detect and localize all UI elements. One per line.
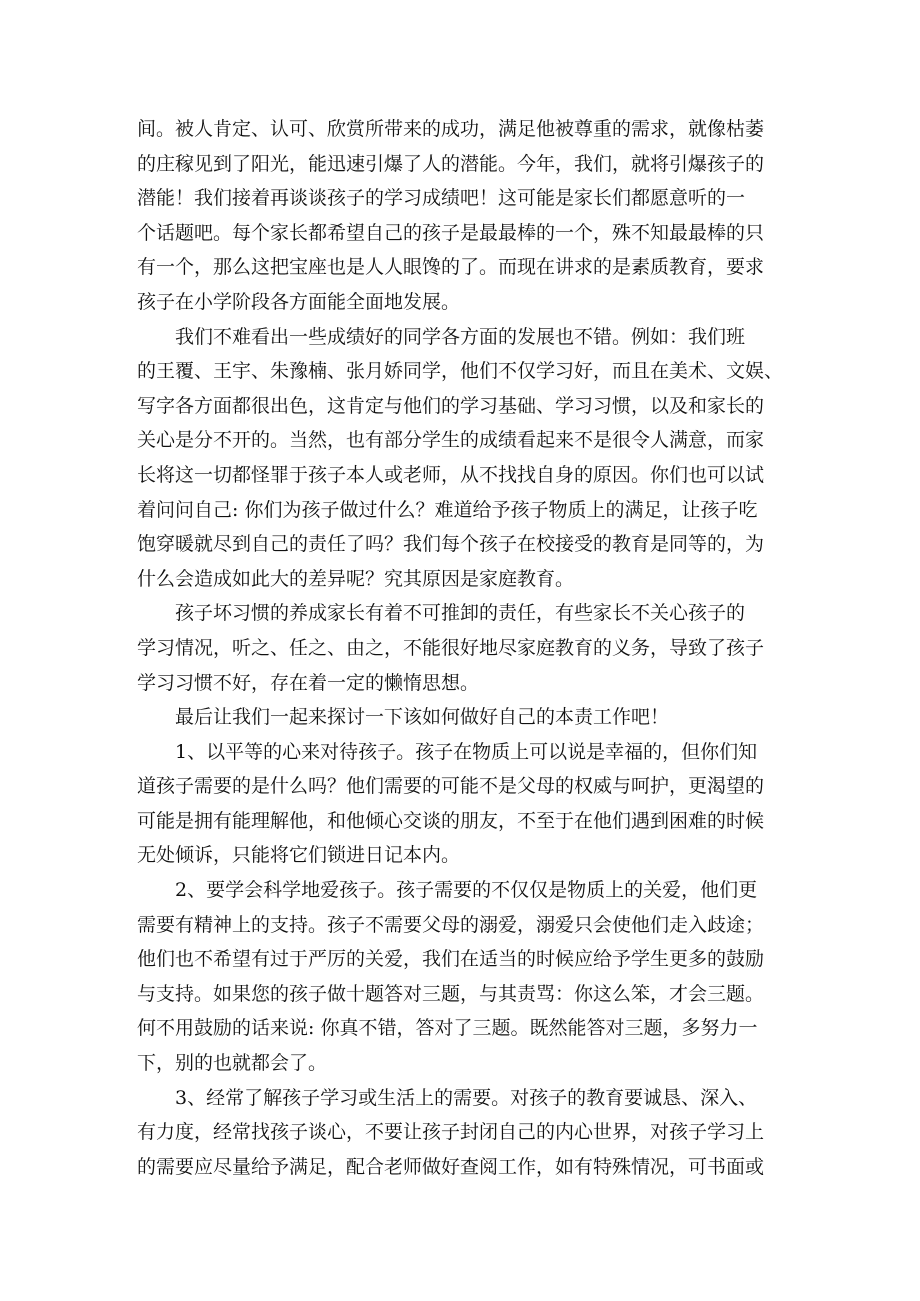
text-line: 我们不难看出一些成绩好的同学各方面的发展也不错。例如：我们班 [175, 325, 746, 348]
text-line: 学习情况，听之、任之、由之，不能很好地尽家庭教育的义务，导致了孩子 [137, 636, 765, 659]
text-line: 长将这一切都怪罪于孩子本人或老师，从不找找自身的原因。你们也可以试 [137, 463, 765, 486]
text-line: 有一个，那么这把宝座也是人人眼馋的了。而现在讲求的是素质教育，要求 [137, 256, 765, 279]
text-line: 的王覆、王宇、朱豫楠、张月娇同学，他们不仅学习好，而且在美术、文娱、 [137, 360, 784, 383]
text-line: 可能是拥有能理解他，和他倾心交谈的朋友，不至于在他们遇到困难的时候 [137, 809, 765, 832]
text-line: 潜能！我们接着再谈谈孩子的学习成绩吧！这可能是家长们都愿意听的一 [137, 187, 746, 210]
text-line: 他们也不希望有过于严厉的关爱，我们在适当的时候应给予学生更多的鼓励 [137, 948, 765, 971]
text-line: 的庄稼见到了阳光，能迅速引爆了人的潜能。今年，我们，就将引爆孩子的 [137, 152, 765, 175]
text-line: 着问问自己: 你们为孩子做过什么？难道给予孩子物质上的满足，让孩子吃 [137, 498, 758, 521]
text-line: 1、以平等的心来对待孩子。孩子在物质上可以说是幸福的，但你们知 [175, 740, 758, 763]
text-line: 学习习惯不好，存在着一定的懒惰思想。 [137, 671, 480, 694]
text-line: 关心是分不开的。当然，也有部分学生的成绩看起来不是很令人满意，而家 [137, 429, 765, 452]
text-line: 个话题吧。每个家长都希望自己的孩子是最最棒的一个，殊不知最最棒的只 [137, 221, 765, 244]
text-line: 何不用鼓励的话来说: 你真不错，答对了三题。既然能答对三题，多努力一 [137, 1017, 758, 1040]
text-line: 无处倾诉，只能将它们锁进日记本内。 [137, 844, 461, 867]
text-line: 饱穿暖就尽到自己的责任了吗？我们每个孩子在校接受的教育是同等的，为 [137, 533, 765, 556]
text-line: 写字各方面都很出色，这肯定与他们的学习基础、学习习惯，以及和家长的 [137, 394, 765, 417]
text-line: 与支持。如果您的孩子做十题答对三题，与其责骂：你这么笨，才会三题。 [137, 982, 765, 1005]
text-line: 有力度，经常找孩子谈心，不要让孩子封闭自己的内心世界，对孩子学习上 [137, 1121, 765, 1144]
text-line: 道孩子需要的是什么吗？他们需要的可能不是父母的权威与呵护，更渴望的 [137, 775, 765, 798]
text-line: 需要有精神上的支持。孩子不需要父母的溺爱，溺爱只会使他们走入歧途； [137, 913, 765, 936]
text-line: 下，别的也就都会了。 [137, 1052, 328, 1075]
text-line: 间。被人肯定、认可、欣赏所带来的成功，满足他被尊重的需求，就像枯萎 [137, 118, 765, 140]
text-line: 2、要学会科学地爱孩子。孩子需要的不仅仅是物质上的关爱，他们更 [175, 879, 758, 902]
text-line: 最后让我们一起来探讨一下该如何做好自己的本责工作吧！ [175, 706, 670, 729]
text-line: 3、经常了解孩子学习或生活上的需要。对孩子的教育要诚恳、深入、 [175, 1086, 758, 1109]
body-text [137, 112, 797, 1184]
text-line: 的需要应尽量给予满足，配合老师做好查阅工作，如有特殊情况，可书面或 [137, 1155, 765, 1178]
text-line: 孩子在小学阶段各方面能全面地发展。 [137, 290, 461, 313]
text-line: 什么会造成如此大的差异呢？究其原因是家庭教育。 [137, 567, 575, 590]
text-line: 孩子坏习惯的养成家长有着不可推卸的责任，有些家长不关心孩子的 [175, 602, 746, 625]
